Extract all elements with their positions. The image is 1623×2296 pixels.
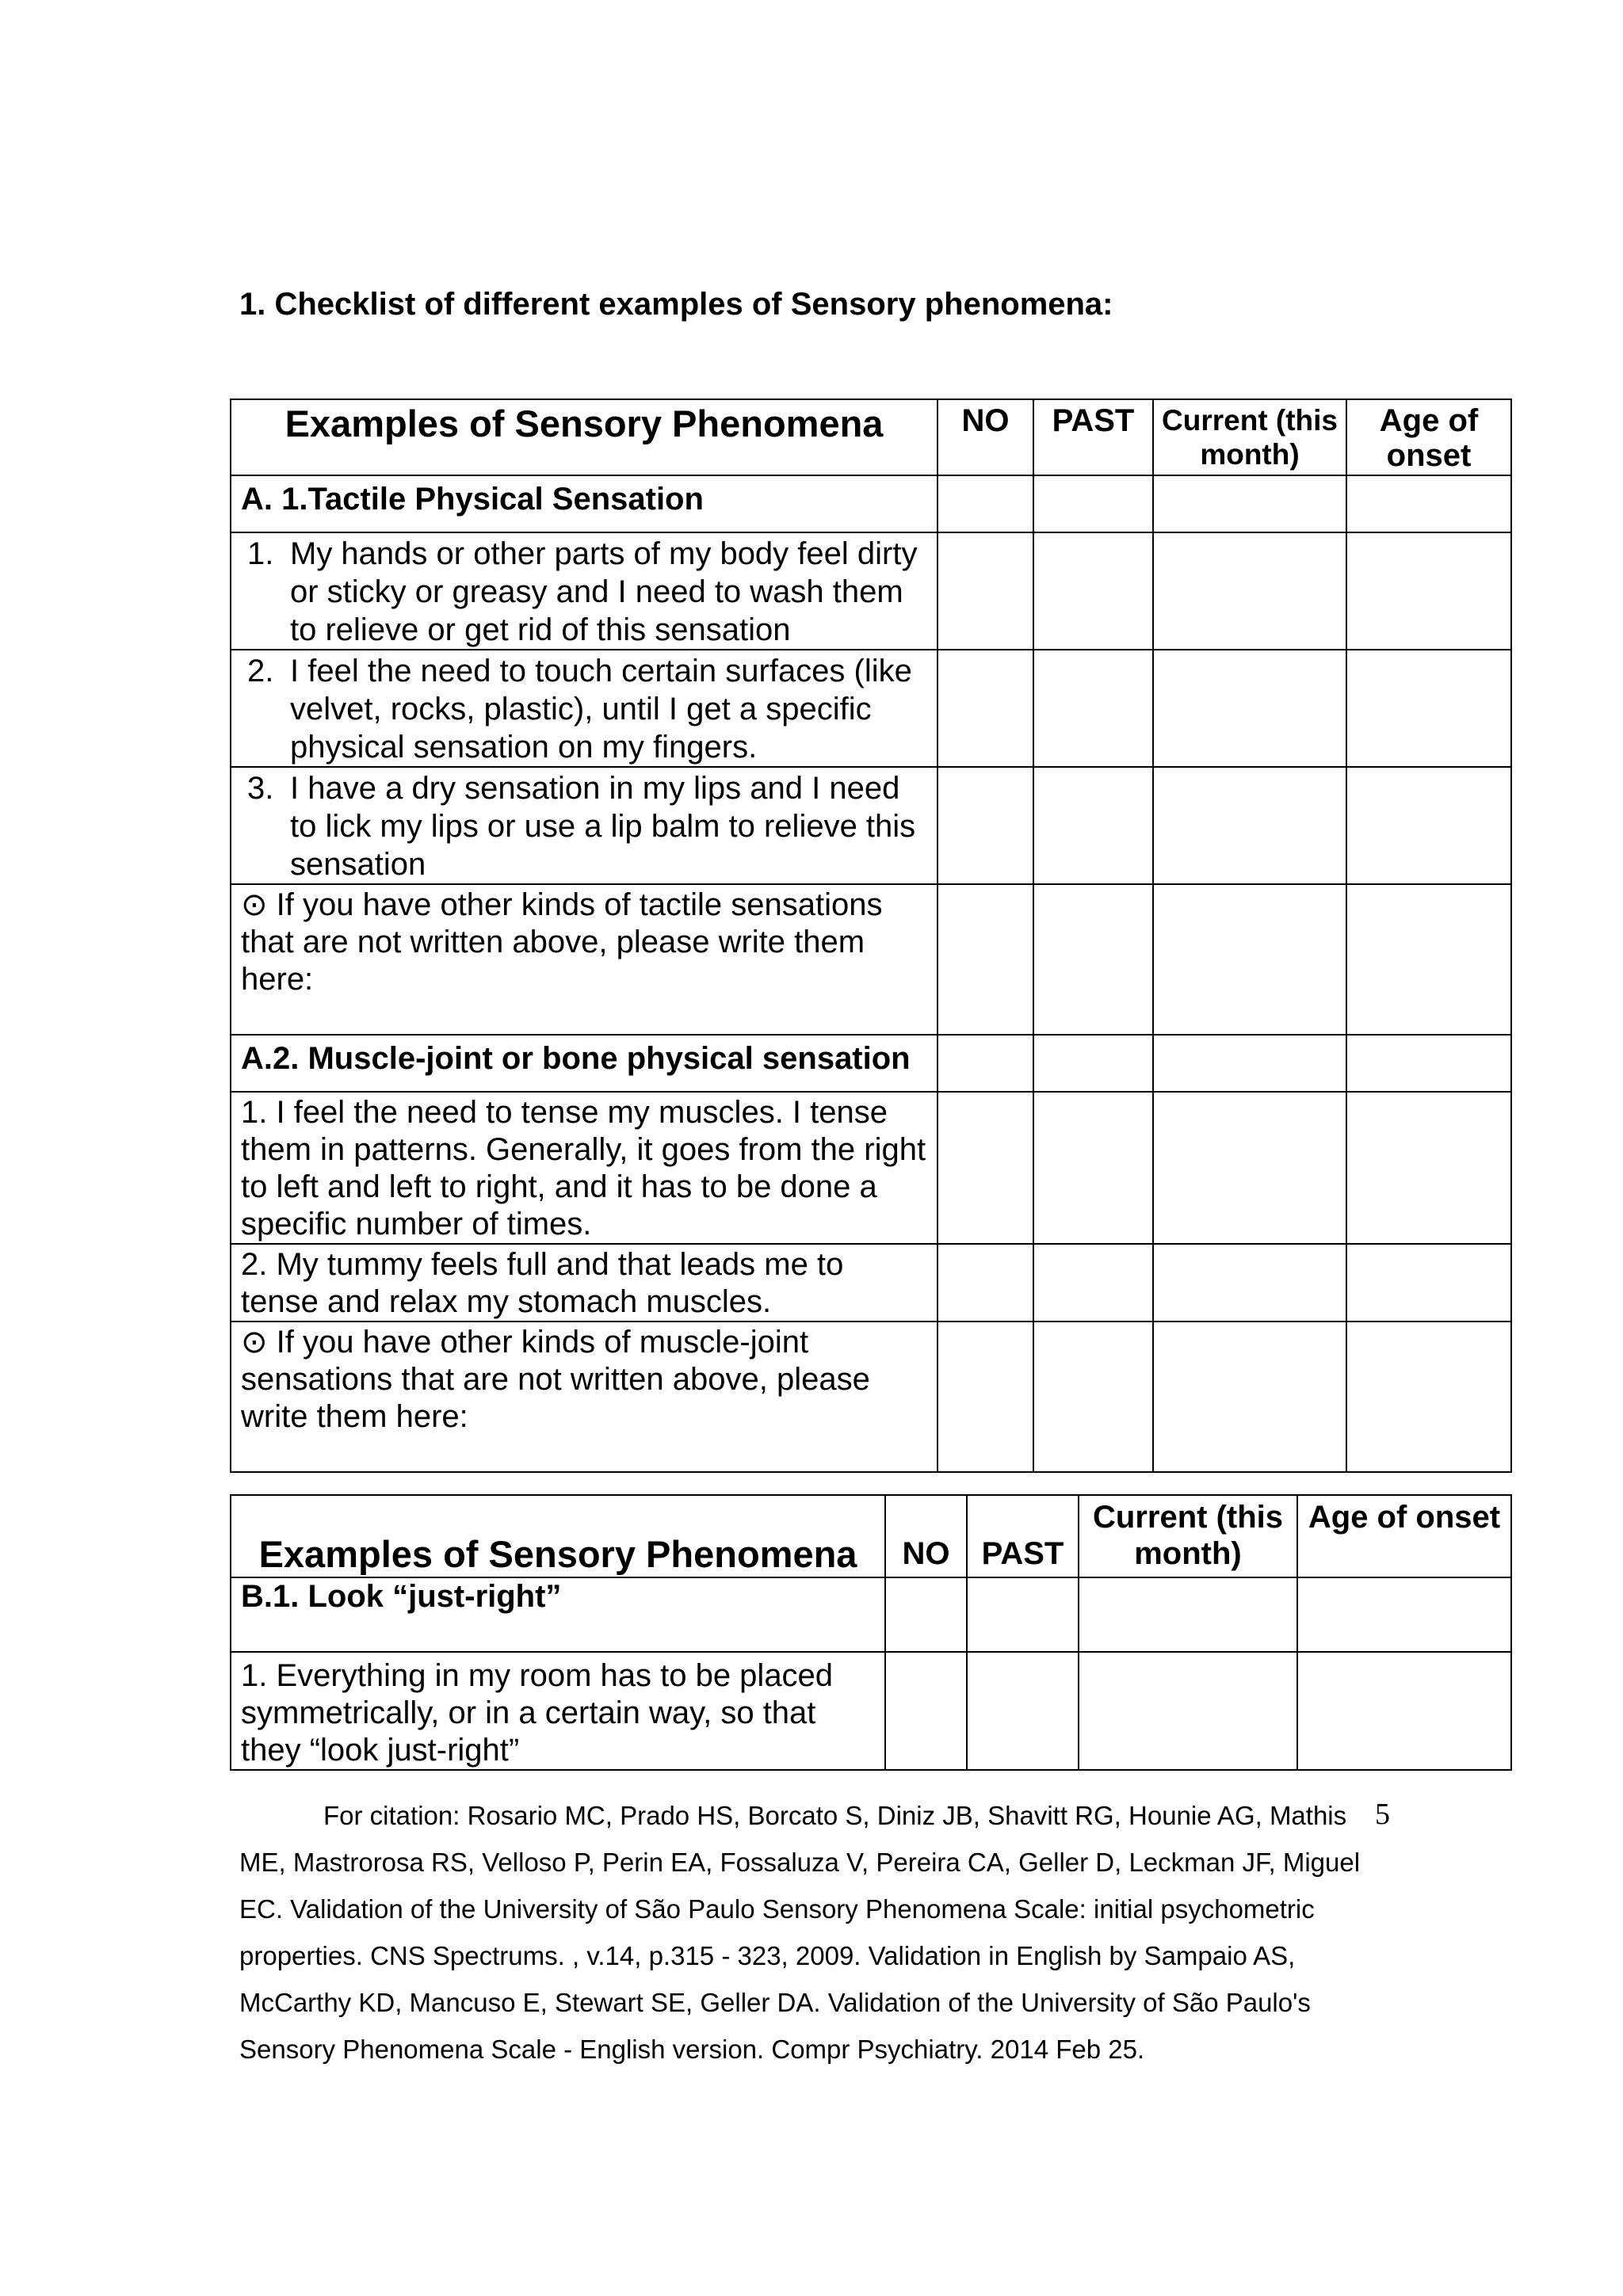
item-text: 2. My tummy feels full and that leads me to tense and relax my stomach muscles. bbox=[231, 1244, 938, 1322]
other-sensations-cell[interactable] bbox=[231, 1322, 938, 1472]
other-sensations-prompt: If you have other kinds of muscle-joint sensations that are not written above, please write them here: bbox=[241, 1325, 870, 1434]
item-number: 1. bbox=[247, 536, 274, 571]
no-cell[interactable] bbox=[938, 650, 1033, 767]
item-text: 1. Everything in my room has to be placed symmetrically, or in a certain way, so that they “look just-right” bbox=[231, 1652, 885, 1770]
past-cell[interactable] bbox=[1033, 532, 1153, 650]
table-row bbox=[231, 650, 1511, 767]
section-row-b1 bbox=[231, 1577, 1511, 1652]
no-cell[interactable] bbox=[885, 1577, 967, 1652]
header-age-of-onset: Age of onset bbox=[1297, 1495, 1511, 1577]
item-number: 3. bbox=[247, 771, 274, 806]
age-of-onset-cell[interactable] bbox=[1346, 1092, 1511, 1244]
past-cell[interactable] bbox=[967, 1652, 1079, 1770]
age-of-onset-cell[interactable] bbox=[1346, 884, 1511, 1035]
current-cell[interactable] bbox=[1153, 475, 1346, 532]
current-cell[interactable] bbox=[1153, 1035, 1346, 1092]
other-sensations-prompt: If you have other kinds of tactile sensations that are not written above, please write them here: bbox=[241, 887, 883, 997]
no-cell[interactable] bbox=[938, 1035, 1033, 1092]
section-row-a1 bbox=[231, 475, 1511, 532]
current-cell[interactable] bbox=[1153, 532, 1346, 650]
other-sensations-row-a2 bbox=[231, 1322, 1511, 1472]
current-cell[interactable] bbox=[1153, 884, 1346, 1035]
past-cell[interactable] bbox=[1033, 1092, 1153, 1244]
past-cell[interactable] bbox=[1033, 1322, 1153, 1472]
header-examples: Examples of Sensory Phenomena bbox=[231, 1495, 885, 1577]
current-cell[interactable] bbox=[1079, 1652, 1297, 1770]
item-text: My hands or other parts of my body feel dirty or sticky or greasy and I need to wash them to relieve or get rid of this sensation bbox=[290, 536, 918, 647]
sensory-checklist-table-b bbox=[230, 1494, 1512, 1771]
circle-dot-icon: ⊙ bbox=[241, 887, 268, 922]
citation-block bbox=[239, 1792, 1396, 2073]
current-cell[interactable] bbox=[1153, 1092, 1346, 1244]
no-cell[interactable] bbox=[938, 884, 1033, 1035]
item-cell bbox=[231, 650, 938, 767]
age-of-onset-cell[interactable] bbox=[1297, 1652, 1511, 1770]
sensory-checklist-table-a bbox=[230, 399, 1512, 1473]
no-cell[interactable] bbox=[938, 475, 1033, 532]
no-cell[interactable] bbox=[938, 767, 1033, 884]
age-of-onset-cell[interactable] bbox=[1297, 1577, 1511, 1652]
item-cell bbox=[231, 767, 938, 884]
no-cell[interactable] bbox=[938, 1092, 1033, 1244]
section-heading-b1: B.1. Look “just-right” bbox=[231, 1577, 885, 1652]
table-row bbox=[231, 1092, 1511, 1244]
header-past: PAST bbox=[967, 1495, 1079, 1577]
section-heading-a2: A.2. Muscle-joint or bone physical sensation bbox=[231, 1035, 938, 1092]
age-of-onset-cell[interactable] bbox=[1346, 532, 1511, 650]
header-past: PAST bbox=[1033, 399, 1153, 475]
header-no: NO bbox=[885, 1495, 967, 1577]
no-cell[interactable] bbox=[938, 1322, 1033, 1472]
item-text: 1. I feel the need to tense my muscles. I tense them in patterns. Generally, it goes from the right to left and left to right, and it has to be done a specific number of times. bbox=[231, 1092, 938, 1244]
past-cell[interactable] bbox=[1033, 884, 1153, 1035]
table-row bbox=[231, 767, 1511, 884]
page-title: 1. Checklist of different examples of Sensory phenomena: bbox=[239, 287, 1113, 322]
current-cell[interactable] bbox=[1079, 1577, 1297, 1652]
other-sensations-cell[interactable] bbox=[231, 884, 938, 1035]
table-row bbox=[231, 1244, 1511, 1322]
age-of-onset-cell[interactable] bbox=[1346, 1322, 1511, 1472]
table-header-row bbox=[231, 399, 1511, 475]
past-cell[interactable] bbox=[1033, 1035, 1153, 1092]
item-text: I have a dry sensation in my lips and I need to lick my lips or use a lip balm to relieve this sensation bbox=[290, 771, 916, 882]
past-cell[interactable] bbox=[1033, 650, 1153, 767]
past-cell[interactable] bbox=[967, 1577, 1079, 1652]
current-cell[interactable] bbox=[1153, 767, 1346, 884]
age-of-onset-cell[interactable] bbox=[1346, 475, 1511, 532]
section-heading-a1: A. 1.Tactile Physical Sensation bbox=[231, 475, 938, 532]
header-current: Current (this month) bbox=[1079, 1495, 1297, 1577]
item-text: I feel the need to touch certain surfaces (like velvet, rocks, plastic), until I get a specific physical sensation on my fingers. bbox=[290, 654, 912, 765]
age-of-onset-cell[interactable] bbox=[1346, 767, 1511, 884]
header-current: Current (this month) bbox=[1153, 399, 1346, 475]
section-row-a2 bbox=[231, 1035, 1511, 1092]
table-row bbox=[231, 532, 1511, 650]
table-row bbox=[231, 1652, 1511, 1770]
current-cell[interactable] bbox=[1153, 1322, 1346, 1472]
no-cell[interactable] bbox=[938, 532, 1033, 650]
item-cell bbox=[231, 532, 938, 650]
header-no: NO bbox=[938, 399, 1033, 475]
current-cell[interactable] bbox=[1153, 650, 1346, 767]
age-of-onset-cell[interactable] bbox=[1346, 650, 1511, 767]
age-of-onset-cell[interactable] bbox=[1346, 1244, 1511, 1322]
item-number: 2. bbox=[247, 654, 274, 688]
circle-dot-icon: ⊙ bbox=[241, 1325, 268, 1360]
no-cell[interactable] bbox=[885, 1652, 967, 1770]
header-age-of-onset: Age of onset bbox=[1346, 399, 1511, 475]
other-sensations-row-a1 bbox=[231, 884, 1511, 1035]
no-cell[interactable] bbox=[938, 1244, 1033, 1322]
header-examples: Examples of Sensory Phenomena bbox=[231, 399, 938, 475]
page-number: 5 bbox=[1375, 1798, 1390, 1831]
current-cell[interactable] bbox=[1153, 1244, 1346, 1322]
table-header-row bbox=[231, 1495, 1511, 1577]
age-of-onset-cell[interactable] bbox=[1346, 1035, 1511, 1092]
past-cell[interactable] bbox=[1033, 767, 1153, 884]
past-cell[interactable] bbox=[1033, 1244, 1153, 1322]
citation-text: For citation: Rosario MC, Prado HS, Borcato S, Diniz JB, Shavitt RG, Hounie AG, Mathis ME, Mastrorosa RS, Velloso P, Perin EA, Fossaluza V, Pereira CA, Geller D, Leckman JF, Miguel EC. Validation of the University of São Paulo Sensory Phenomena Scale: initial psychometric properties. CNS Spectrums. , v.14, p.315 - 323, 2009. Validation in English by Sampaio AS, McCarthy KD, Mancuso E, Stewart SE, Geller DA. Validation of the University of São Paulo's Sensory Phenomena Scale - English version. Compr Psychiatry. 2014 Feb 25. bbox=[239, 1801, 1361, 2064]
past-cell[interactable] bbox=[1033, 475, 1153, 532]
